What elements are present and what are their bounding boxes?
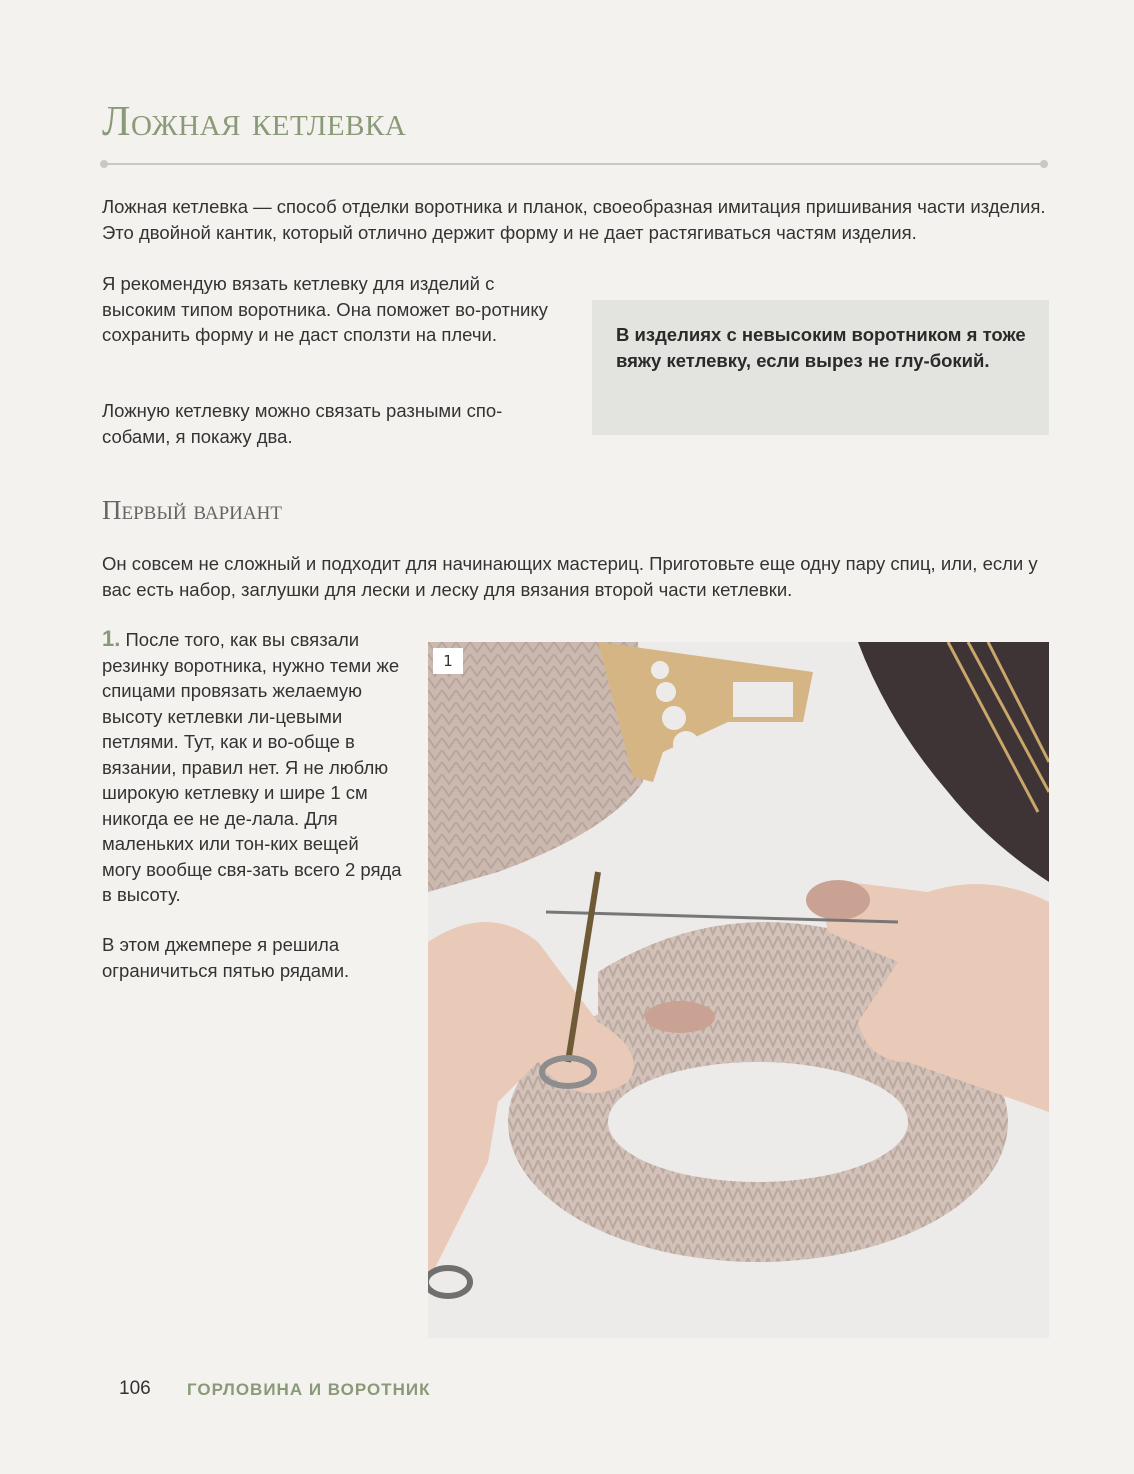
ways-paragraph: Ложную кетлевку можно связать разными спо-собами, я покажу два. [102, 400, 503, 447]
section-subtitle: Первый вариант [102, 495, 282, 525]
running-section-title: ГОРЛОВИНА И ВОРОТНИК [187, 1380, 431, 1399]
callout-text: В изделиях с невысоким воротником я тоже вяжу кетлевку, если вырез не глу-бокий. [616, 324, 1026, 371]
step-1-text: После того, как вы связали резинку воротника, нужно теми же спицами провязать желаемую высоту кетлевки ли-цевыми петлями. Тут, как и во-обще в вязании, правил нет. Я не люблю широкую кетлевку и шире 1 см никогда ее не де-лала. Для маленьких или тон-ких вещей могу вообще свя-зать всего 2 ряда в высоту. [102, 629, 402, 905]
page-title: Ложная кетлевка [102, 99, 407, 145]
step-1-note: В этом джемпере я решила ограничиться пятью рядами. [102, 934, 350, 981]
knitting-photo [428, 642, 1049, 1338]
photo-number-label: 1 [433, 648, 463, 674]
variant-intro-paragraph: Он совсем не сложный и подходит для начинающих мастериц. Приготовьте еще одну пару спиц, или, если у вас есть набор, заглушки для лески и леску для вязания второй части кетлевки. [102, 553, 1038, 600]
step-1-paragraph [102, 626, 402, 908]
recommendation-paragraph: Я рекомендую вязать кетлевку для изделий с высоким типом воротника. Она поможет во-ротнику сохранить форму и не даст сползти на плечи. [102, 273, 548, 345]
knitting-photo-illustration [428, 642, 1049, 1338]
step-number: 1. [102, 626, 121, 651]
page-number: 106 [119, 1378, 151, 1399]
intro-paragraph: Ложная кетлевка — способ отделки воротника и планок, своеобразная имитация пришивания части изделия. Это двойной кантик, который отлично держит форму и не дает растягиваться частям изделия. [102, 196, 1046, 243]
callout-box [592, 300, 1049, 435]
title-divider [104, 163, 1044, 165]
